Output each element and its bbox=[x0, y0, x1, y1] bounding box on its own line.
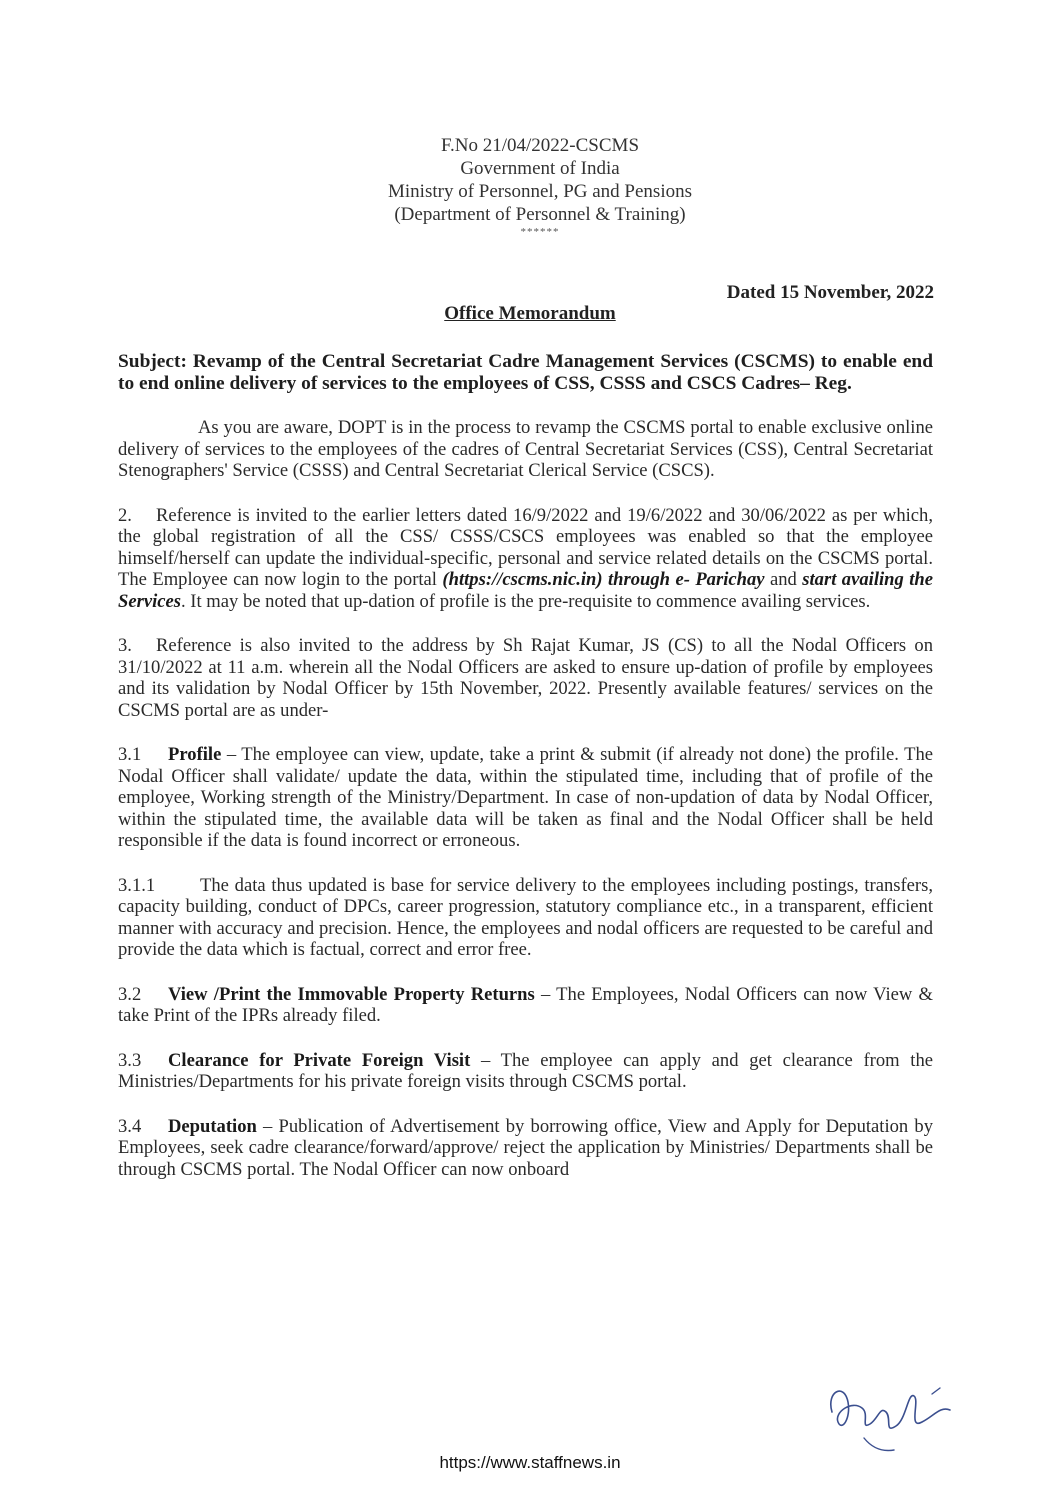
paragraph-number: 2. bbox=[118, 504, 132, 526]
paragraph-text: Reference is also invited to the address by Sh Rajat Kumar, JS (CS) to all the Nodal Officers on 31/10/2022 at 11 a.m. wherein all the Nodal Officers are asked to ensure up-dation of profile by employees and its validation by Nodal Officer by 15th November, 2022. Presently available features/ services on the CSCMS portal are as under- bbox=[118, 635, 933, 721]
paragraph-3-3 bbox=[118, 1050, 933, 1093]
paragraph-3-2 bbox=[118, 984, 933, 1027]
section-title: Profile bbox=[168, 744, 222, 765]
paragraph-text: – The employee can apply and get clearance from the Ministries/Departments for his private foreign visits through CSCMS portal. bbox=[118, 1049, 933, 1092]
emphasis-text: start availing the Services bbox=[118, 569, 933, 612]
memo-date: Dated 15 November, 2022 bbox=[726, 282, 934, 303]
subject-line: Subject: Revamp of the Central Secretariat Cadre Management Services (CSCMS) to enable end to end online delivery of services to the employees of CSS, CSSS and CSCS Cadres– Reg. bbox=[118, 351, 933, 394]
paragraph-text: – The Employees, Nodal Officers can now View & take Print of the IPRs already filed. bbox=[118, 983, 933, 1026]
paragraph-text: – Publication of Advertisement by borrowing office, View and Apply for Deputation by Employees, seek cadre clearance/forward/approve/ reject the application by Ministries/ Departments shall be through CSCMS portal. The Nodal Officer can now onboard bbox=[118, 1115, 933, 1180]
paragraph-number: 3.4 bbox=[118, 1115, 142, 1137]
paragraph-text: . It may be noted that up-dation of profile is the pre-requisite to commence availing services. bbox=[181, 590, 871, 612]
portal-link-text: (https://cscms.nic.in) through e- Parichay bbox=[442, 569, 765, 590]
department-name: (Department of Personnel & Training) bbox=[394, 204, 686, 225]
section-title: View /Print the Immovable Property Returns bbox=[168, 983, 535, 1005]
paragraph-3-1-1 bbox=[118, 875, 933, 961]
paragraph-3-4 bbox=[118, 1116, 933, 1181]
paragraph-number: 3.1 bbox=[118, 744, 142, 765]
memo-title: Office Memorandum bbox=[444, 303, 616, 324]
section-title: Deputation bbox=[168, 1115, 257, 1137]
paragraph-number: 3.1.1 bbox=[118, 874, 156, 896]
letterhead bbox=[300, 134, 780, 238]
footer-url[interactable]: https://www.staffnews.in bbox=[439, 1453, 621, 1472]
paragraph-1: As you are aware, DOPT is in the process to revamp the CSCMS portal to enable exclusive online delivery of services to the employees of the cadres of Central Secretariat Services (CSS), Central Secretariat Stenographers' Service (CSSS) and Central Secretariat Clerical Service (CSCS). bbox=[118, 417, 933, 481]
paragraph-number: 3.3 bbox=[118, 1049, 142, 1071]
memo-body bbox=[118, 351, 933, 1180]
paragraph-number: 3. bbox=[118, 635, 132, 656]
paragraph-text: – The employee can view, update, take a print & submit (if already not done) the profile. The Nodal Officer shall validate/ update the data, within the stipulated time, including that of profile of the employee, Working strength of the Ministry/Department. In case of non-updation of data by Nodal Officer, within the stipulated time, the available data will be taken as final and the Nodal Officer shall be held responsible if the data is found incorrect or erroneous. bbox=[118, 744, 933, 851]
file-number: F.No 21/04/2022-CSCMS bbox=[440, 135, 640, 156]
separator-stars: ****** bbox=[520, 226, 560, 238]
paragraph-2 bbox=[118, 505, 933, 613]
paragraph-number: 3.2 bbox=[118, 983, 142, 1005]
paragraph-3-1 bbox=[118, 744, 933, 852]
paragraph-text: and bbox=[764, 569, 803, 590]
paragraph-3 bbox=[118, 635, 933, 721]
paragraph-text: Reference is invited to the earlier letters dated 16/9/2022 and 19/6/2022 and 30/06/2022 as per which, the global registration of all the CSS/ CSSS/CSCS employees was enabled so that the employee himself/herself can update the individual-specific, personal and service related details on the CSCMS portal. The Employee can now login to the portal bbox=[118, 504, 933, 590]
paragraph-text: The data thus updated is base for service delivery to the employees including postings, transfers, capacity building, conduct of DPCs, career progression, statutory compliance etc., in a transparent, efficient manner with accuracy and precision. Hence, the employees and nodal officers are requested to be careful and provide the data which is factual, correct and error free. bbox=[118, 874, 933, 960]
section-title: Clearance for Private Foreign Visit bbox=[168, 1049, 471, 1071]
ministry-name: Ministry of Personnel, PG and Pensions bbox=[388, 181, 692, 202]
government-name: Government of India bbox=[460, 158, 620, 179]
handwritten-signature bbox=[822, 1372, 962, 1462]
